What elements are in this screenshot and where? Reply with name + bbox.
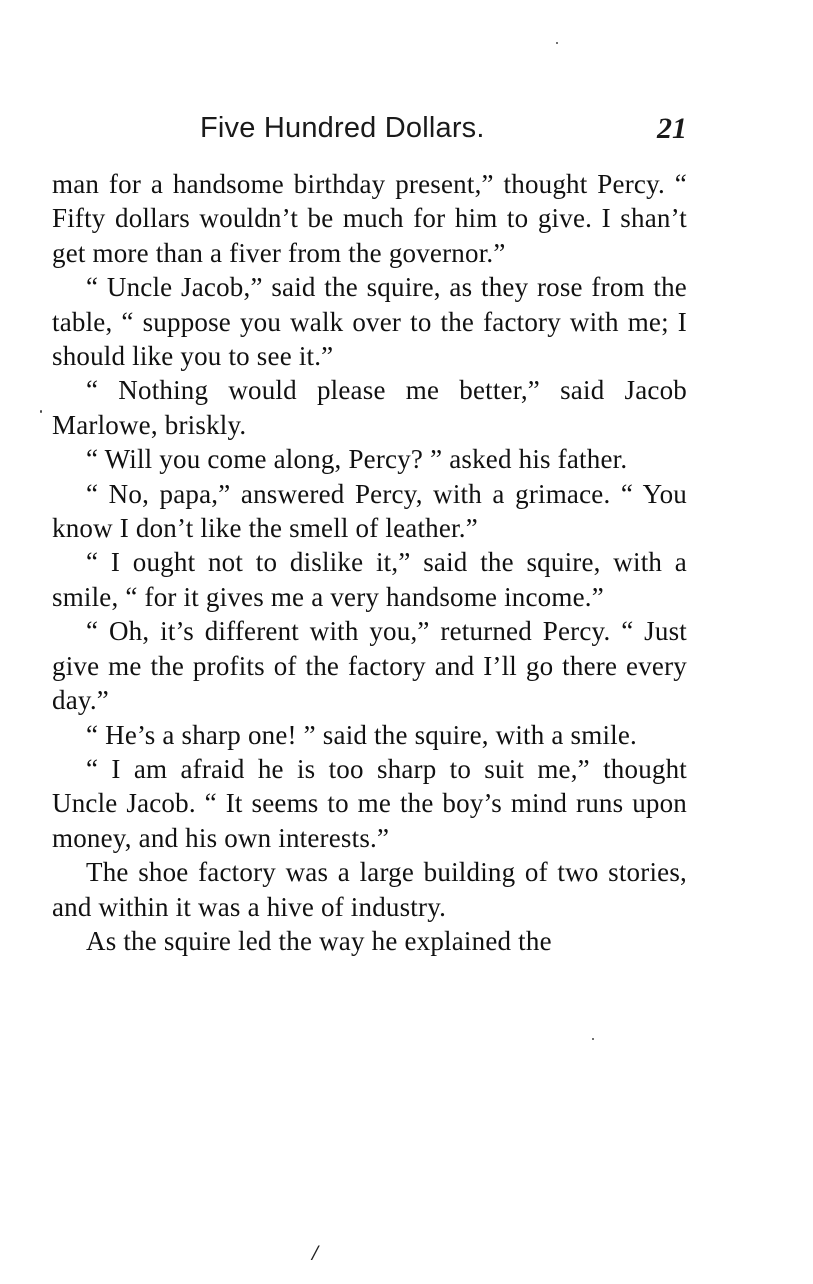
paragraph: man for a handsome birthday present,” thought Percy. “ Fifty dollars wouldn’t be much for him to give. I shan’t get more than a fiver from the governor.” bbox=[52, 169, 687, 268]
paragraph: “ I am afraid he is too sharp to suit me,” thought Uncle Jacob. “ It seems to me the boy’s mind runs upon money, and his own interests.” bbox=[52, 753, 687, 853]
body-text bbox=[52, 167, 687, 958]
paper-speck bbox=[40, 410, 42, 413]
paragraph: “ Uncle Jacob,” said the squire, as they rose from the table, “ suppose you walk over to the factory with me; I should like you to see it.” bbox=[52, 272, 687, 372]
running-header bbox=[52, 112, 687, 152]
paragraph: “ He’s a sharp one! ” said the squire, with a smile. bbox=[86, 719, 637, 750]
paragraph: As the squire led the way he explained the bbox=[86, 925, 552, 956]
running-title: Five Hundred Dollars. bbox=[200, 112, 485, 144]
paper-speck bbox=[556, 42, 558, 44]
page-number: 21 bbox=[657, 112, 687, 145]
paragraph: “ No, papa,” answered Percy, with a grimace. “ You know I don’t like the smell of leather.” bbox=[52, 478, 687, 544]
paragraph: “ Will you come along, Percy? ” asked his father. bbox=[86, 444, 628, 475]
paragraph: “ Oh, it’s different with you,” returned Percy. “ Just give me the profits of the factory and I’ll go there every day.” bbox=[52, 616, 687, 716]
paragraph: “ I ought not to dislike it,” said the squire, with a smile, “ for it gives me a very handsome income.” bbox=[52, 547, 687, 612]
paragraph: The shoe factory was a large building of two stories, and within it was a hive of industry. bbox=[52, 857, 687, 922]
paragraph: “ Nothing would please me better,” said Jacob Marlowe, briskly. bbox=[52, 375, 687, 440]
paper-speck bbox=[592, 1038, 594, 1040]
signature-mark: / bbox=[312, 1240, 319, 1265]
